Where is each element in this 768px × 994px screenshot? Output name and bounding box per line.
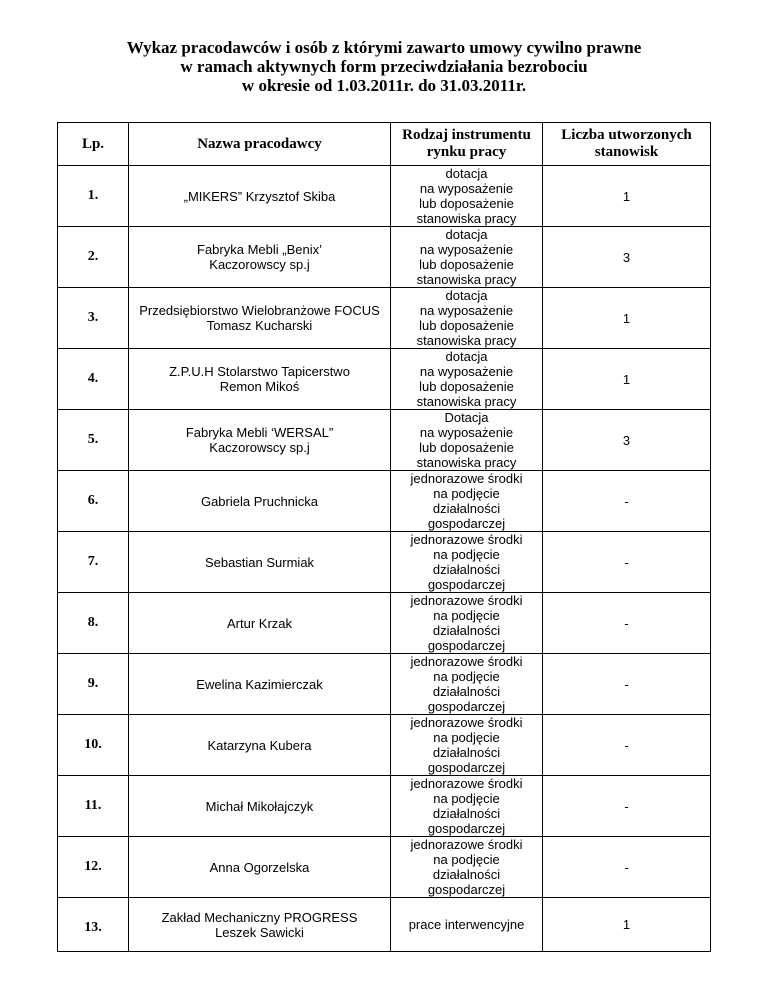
row-positions-count: 3 bbox=[543, 410, 711, 471]
employer-name-line: Artur Krzak bbox=[226, 615, 292, 631]
employer-name-line: Katarzyna Kubera bbox=[207, 737, 312, 753]
instrument-line: na wyposażenie bbox=[419, 303, 514, 318]
instrument-line: lub doposażenie bbox=[419, 440, 514, 455]
instrument-line: na wyposażenie bbox=[419, 364, 514, 379]
row-lp: 11. bbox=[58, 776, 129, 837]
instrument-line: na podjęcie bbox=[433, 547, 500, 562]
instrument-line: na podjęcie bbox=[433, 852, 500, 867]
table-row bbox=[58, 288, 711, 349]
row-positions-count: 3 bbox=[543, 227, 711, 288]
row-lp: 7. bbox=[58, 532, 129, 593]
row-positions-count: - bbox=[543, 532, 711, 593]
instrument-line: jednorazowe środki bbox=[410, 837, 523, 852]
row-lp: 12. bbox=[58, 837, 129, 898]
instrument-line: stanowiska pracy bbox=[416, 272, 517, 287]
row-positions-count: - bbox=[543, 837, 711, 898]
table-row bbox=[58, 349, 711, 410]
instrument-line: jednorazowe środki bbox=[410, 715, 523, 730]
instrument-line: na wyposażenie bbox=[419, 425, 514, 440]
table-row bbox=[58, 776, 711, 837]
instrument-line: gospodarczej bbox=[427, 638, 506, 653]
employer-name-line: Kaczorowscy sp.j bbox=[209, 257, 310, 272]
row-positions-count: - bbox=[543, 715, 711, 776]
row-instrument bbox=[391, 837, 543, 898]
row-instrument bbox=[391, 593, 543, 654]
row-instrument bbox=[391, 532, 543, 593]
row-employer-name bbox=[129, 349, 391, 410]
header-count-line-2: stanowisk bbox=[594, 144, 659, 160]
row-instrument bbox=[391, 349, 543, 410]
instrument-line: jednorazowe środki bbox=[410, 593, 523, 608]
row-positions-count: 1 bbox=[543, 349, 711, 410]
instrument-line: dotacja bbox=[445, 349, 488, 364]
row-employer-name bbox=[129, 471, 391, 532]
employer-name-line: Tomasz Kucharski bbox=[206, 318, 313, 333]
employer-name-line: Ewelina Kazimierczak bbox=[196, 676, 323, 692]
row-lp: 5. bbox=[58, 410, 129, 471]
row-employer-name bbox=[129, 166, 391, 227]
table-row bbox=[58, 532, 711, 593]
row-employer-name bbox=[129, 532, 391, 593]
table-row bbox=[58, 410, 711, 471]
instrument-line: prace interwencyjne bbox=[408, 917, 525, 932]
document-title bbox=[0, 38, 768, 95]
row-employer-name bbox=[129, 227, 391, 288]
row-lp: 2. bbox=[58, 227, 129, 288]
employer-name-line: Z.P.U.H Stolarstwo Tapicerstwo bbox=[169, 364, 350, 379]
header-instrument-line-1: Rodzaj instrumentu bbox=[402, 127, 531, 143]
instrument-line: na wyposażenie bbox=[419, 242, 514, 257]
row-positions-count: 1 bbox=[543, 898, 711, 952]
instrument-line: działalności bbox=[432, 867, 501, 882]
table-row bbox=[58, 837, 711, 898]
instrument-line: gospodarczej bbox=[427, 516, 506, 531]
row-employer-name bbox=[129, 288, 391, 349]
row-positions-count: - bbox=[543, 654, 711, 715]
row-instrument bbox=[391, 410, 543, 471]
employer-name-line: Zakład Mechaniczny PROGRESS bbox=[161, 909, 358, 925]
instrument-line: stanowiska pracy bbox=[416, 455, 517, 470]
row-instrument bbox=[391, 166, 543, 227]
row-lp: 9. bbox=[58, 654, 129, 715]
row-employer-name bbox=[129, 715, 391, 776]
employer-name-line: Gabriela Pruchnicka bbox=[200, 493, 319, 509]
instrument-line: dotacja bbox=[445, 166, 488, 181]
row-instrument bbox=[391, 898, 543, 952]
header-count-line-1: Liczba utworzonych bbox=[561, 127, 692, 143]
instrument-line: działalności bbox=[432, 562, 501, 577]
instrument-line: na podjęcie bbox=[433, 486, 500, 501]
row-lp: 6. bbox=[58, 471, 129, 532]
row-positions-count: - bbox=[543, 776, 711, 837]
instrument-line: gospodarczej bbox=[427, 882, 506, 897]
row-instrument bbox=[391, 288, 543, 349]
employer-name-line: Sebastian Surmiak bbox=[204, 554, 315, 570]
header-instrument-line-2: rynku pracy bbox=[426, 144, 507, 160]
employer-name-line: „MIKERS” Krzysztof Skiba bbox=[183, 188, 336, 204]
instrument-line: jednorazowe środki bbox=[410, 471, 523, 486]
header-instrument bbox=[391, 123, 543, 166]
employers-table bbox=[57, 122, 711, 952]
row-employer-name bbox=[129, 654, 391, 715]
row-employer-name bbox=[129, 593, 391, 654]
instrument-line: jednorazowe środki bbox=[410, 776, 523, 791]
row-instrument bbox=[391, 776, 543, 837]
instrument-line: gospodarczej bbox=[427, 821, 506, 836]
instrument-line: gospodarczej bbox=[427, 760, 506, 775]
row-positions-count: 1 bbox=[543, 288, 711, 349]
table-row bbox=[58, 654, 711, 715]
table-row bbox=[58, 166, 711, 227]
row-employer-name bbox=[129, 410, 391, 471]
table-row bbox=[58, 471, 711, 532]
table-row bbox=[58, 227, 711, 288]
instrument-line: jednorazowe środki bbox=[410, 532, 523, 547]
table-row bbox=[58, 593, 711, 654]
employer-name-line: Kaczorowscy sp.j bbox=[209, 440, 310, 455]
instrument-line: jednorazowe środki bbox=[410, 654, 523, 669]
row-employer-name bbox=[129, 837, 391, 898]
row-positions-count: - bbox=[543, 593, 711, 654]
row-instrument bbox=[391, 227, 543, 288]
instrument-line: dotacja bbox=[445, 288, 488, 303]
instrument-line: gospodarczej bbox=[427, 699, 506, 714]
instrument-line: lub doposażenie bbox=[419, 257, 514, 272]
instrument-line: dotacja bbox=[445, 227, 488, 242]
instrument-line: stanowiska pracy bbox=[416, 333, 517, 348]
row-positions-count: - bbox=[543, 471, 711, 532]
instrument-line: lub doposażenie bbox=[419, 379, 514, 394]
instrument-line: na podjęcie bbox=[433, 730, 500, 745]
employer-name-line: Michał Mikołajczyk bbox=[205, 798, 314, 814]
instrument-line: gospodarczej bbox=[427, 577, 506, 592]
instrument-line: stanowiska pracy bbox=[416, 394, 517, 409]
row-lp: 4. bbox=[58, 349, 129, 410]
row-lp: 13. bbox=[58, 898, 129, 952]
row-instrument bbox=[391, 471, 543, 532]
employer-name-line: Anna Ogorzelska bbox=[209, 859, 310, 875]
instrument-line: lub doposażenie bbox=[419, 318, 514, 333]
instrument-line: na podjęcie bbox=[433, 608, 500, 623]
instrument-line: lub doposażenie bbox=[419, 196, 514, 211]
row-instrument bbox=[391, 715, 543, 776]
employer-name-line: Leszek Sawicki bbox=[215, 924, 304, 940]
instrument-line: działalności bbox=[432, 745, 501, 760]
instrument-line: działalności bbox=[432, 684, 501, 699]
instrument-line: na podjęcie bbox=[433, 669, 500, 684]
row-lp: 3. bbox=[58, 288, 129, 349]
row-lp: 1. bbox=[58, 166, 129, 227]
employer-name-line: Fabryka Mebli „Benix’ bbox=[197, 242, 322, 257]
row-positions-count: 1 bbox=[543, 166, 711, 227]
row-lp: 8. bbox=[58, 593, 129, 654]
employer-name-line: Przedsiębiorstwo Wielobranżowe FOCUS bbox=[139, 303, 380, 318]
employer-name-line: Remon Mikoś bbox=[219, 379, 300, 394]
header-lp: Lp. bbox=[58, 123, 129, 166]
instrument-line: działalności bbox=[432, 501, 501, 516]
header-count bbox=[543, 123, 711, 166]
employer-name-line: Fabryka Mebli ‘WERSAL” bbox=[185, 425, 334, 440]
instrument-line: na wyposażenie bbox=[419, 181, 514, 196]
title-line-2: w ramach aktywnych form przeciwdziałania bezrobociu bbox=[180, 57, 588, 76]
instrument-line: Dotacja bbox=[444, 410, 489, 425]
table-body bbox=[58, 166, 711, 952]
header-name: Nazwa pracodawcy bbox=[129, 123, 391, 166]
row-employer-name bbox=[129, 776, 391, 837]
row-lp: 10. bbox=[58, 715, 129, 776]
table-header-row bbox=[58, 123, 711, 166]
instrument-line: na podjęcie bbox=[433, 791, 500, 806]
table-row bbox=[58, 715, 711, 776]
instrument-line: działalności bbox=[432, 806, 501, 821]
row-employer-name bbox=[129, 898, 391, 952]
row-instrument bbox=[391, 654, 543, 715]
title-line-3: w okresie od 1.03.2011r. do 31.03.2011r. bbox=[241, 76, 527, 95]
instrument-line: działalności bbox=[432, 623, 501, 638]
title-line-1: Wykaz pracodawców i osób z którymi zawarto umowy cywilno prawne bbox=[126, 38, 642, 57]
instrument-line: stanowiska pracy bbox=[416, 211, 517, 226]
table-row bbox=[58, 898, 711, 952]
